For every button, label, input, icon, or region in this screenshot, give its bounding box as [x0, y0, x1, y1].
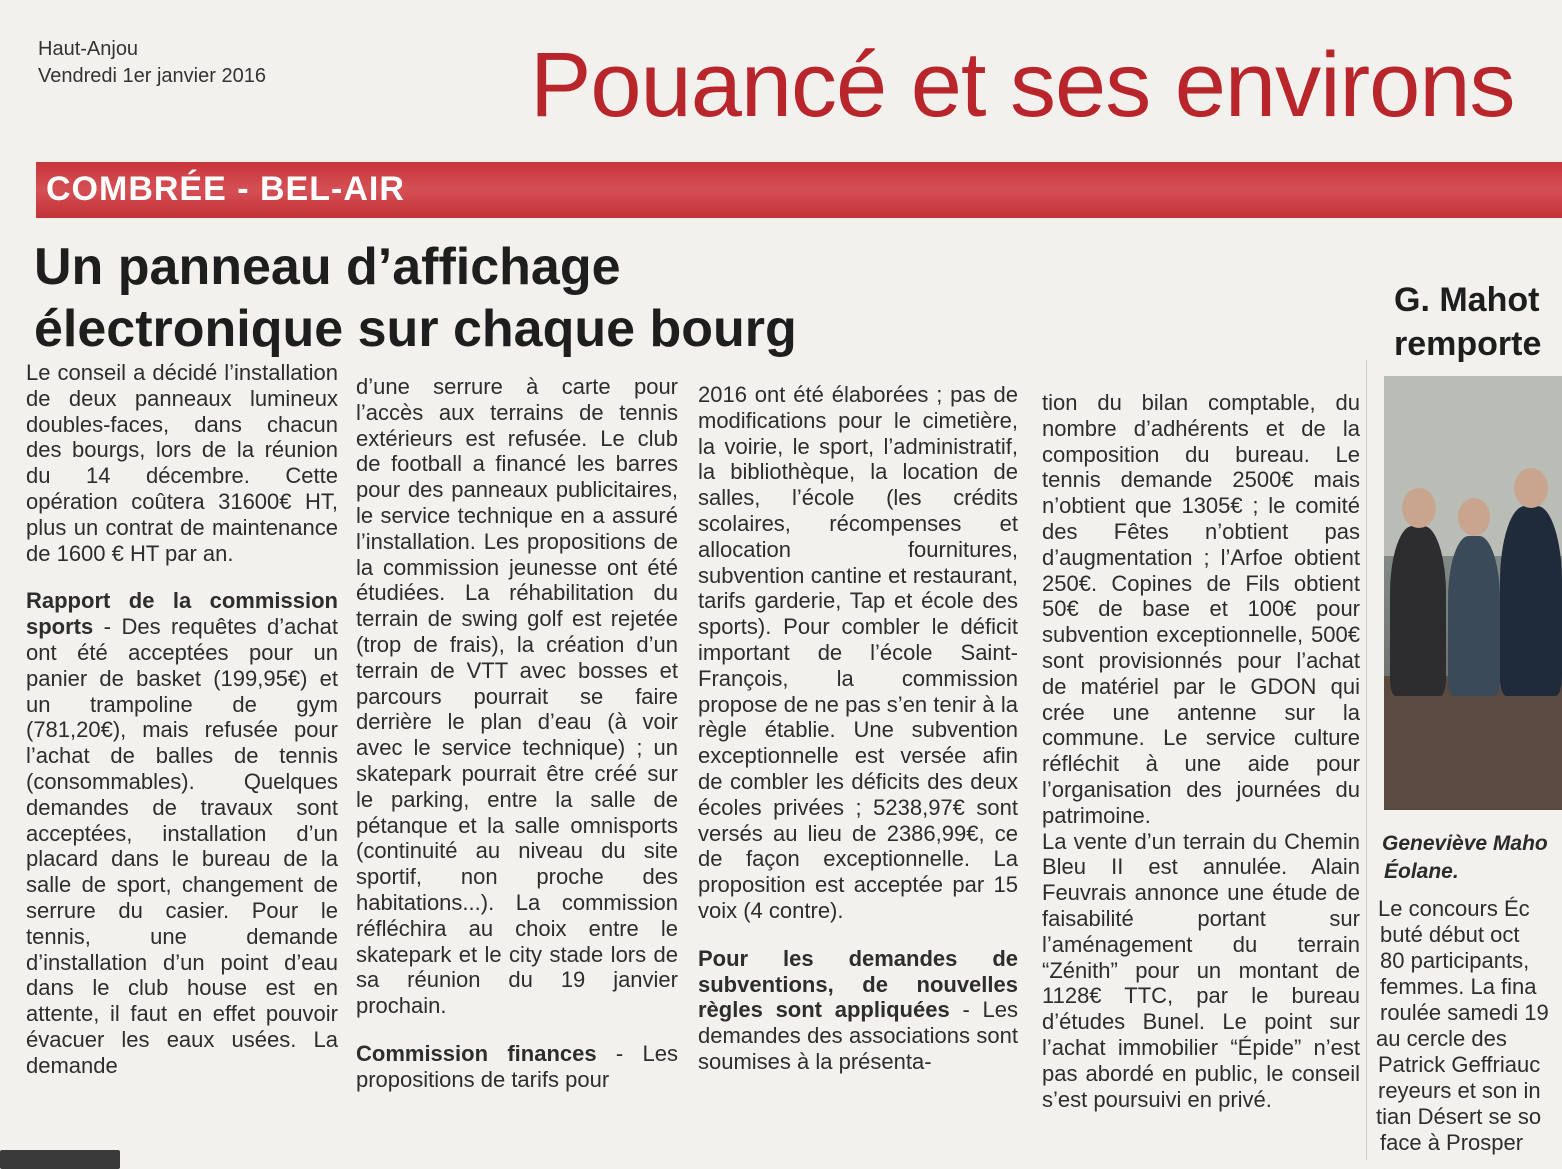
sidebar-headline-line-1: G. Mahot: [1394, 281, 1540, 319]
subventions-text: - Les demandes des associations sont soumises à la présenta-: [698, 997, 1018, 1074]
article-column-4: [1042, 390, 1360, 1112]
column-3-text: 2016 ont été élaborées ; pas de modifications pour le cimetière, la voirie, le sport, l’administratif, la bibliothèque, la location de salles, l’école (les crédits scolaires, récompenses et allocation fournitures, subvention cantine et restaurant, tarifs garderie, Tap et école des sports). Pour combler le déficit important de l’école Saint-François, la commission propose de ne pas s’en tenir à la règle établie. Une subvention exceptionnelle est versée afin de combler les déficits des deux écoles privées ; 5238,97€ sont versés au lieu de 2386,99€, ce de façon exceptionnelle. La proposition est acceptée par 15 voix (4 contre).: [698, 382, 1018, 923]
sidebar-text: [1372, 896, 1549, 1156]
sidebar-line-9: tian Désert se so: [1376, 1104, 1542, 1129]
page-header: [0, 0, 1562, 160]
finances-paragraph: [356, 1041, 678, 1093]
sidebar-line-8: reyeurs et son in: [1378, 1078, 1541, 1103]
subheading-finances: Commission finances: [356, 1040, 597, 1066]
sports-text: - Des requêtes d’achat ont été acceptées pour un panier de basket (199,95€) et un trampoline de gym (781,20€), mais refusée pour l’achat de balles de tennis (consommables). Quelques demandes de travaux sont acceptées, installation d’un placard dans le bureau de la salle de sport, changement de serrure du casier. Pour le tennis, une demande d’installation d’un point d’eau dans le club house est en attente, il faut en effet pouvoir évacuer les eaux usées. La demande: [26, 614, 338, 1078]
headline-line-1: Un panneau d’affichage: [34, 238, 621, 296]
sidebar-headline-line-2: remporte: [1394, 325, 1542, 363]
caption-line-2: Éolane.: [1384, 860, 1459, 883]
sidebar-line-2: buté début oct: [1380, 922, 1520, 947]
sidebar-line-4: femmes. La fina: [1380, 974, 1537, 999]
sidebar-caption: [1382, 830, 1548, 886]
sidebar-headline: [1394, 278, 1541, 366]
next-headline-fragment: [0, 1150, 120, 1169]
headline-line-2: électronique sur chaque bourg: [34, 300, 797, 358]
subheading-sports: Rapport de la commission sports: [26, 588, 338, 640]
sidebar-photo: [1384, 376, 1562, 810]
subheading-subventions: Pour les demandes de subventions, de nouvelles règles sont appliquées: [698, 945, 1018, 1023]
sidebar-line-3: 80 participants,: [1380, 948, 1530, 973]
sports-paragraph: [26, 588, 338, 1078]
article-column-3: [698, 382, 1018, 1075]
column-4-text-2: La vente d’un terrain du Chemin Bleu II est annulée. Alain Feuvrais annonce une étude de faisabilité portant sur l’aménagement du terrain “Zénith” pour un montant de 1128€ TTC, par le bureau d’études Bunel. Le point sur l’achat immobilier “Épide” n’est pas abordé en public, le conseil s’est poursuivi en privé.: [1042, 828, 1360, 1112]
sidebar-line-6: au cercle des: [1376, 1026, 1507, 1051]
article-headline: [34, 236, 914, 360]
column-divider: [1366, 360, 1367, 1160]
finances-text: - Les propositions de tarifs pour: [356, 1040, 679, 1092]
sidebar-line-7: Patrick Geffriauc: [1378, 1052, 1541, 1077]
subventions-paragraph: [698, 946, 1018, 1075]
page-title: Pouancé et ses environs: [530, 34, 1515, 136]
article-column-1: [26, 360, 338, 1079]
region-label: Haut-Anjou: [38, 38, 139, 60]
intro-paragraph: Le conseil a décidé l’installation de deux panneaux lumineux doubles-faces, dans chacun des bourgs, lors de la réunion du 14 décembre. Cette opération coûtera 31600€ HT, plus un contrat de maintenance de 1600 € HT par an.: [26, 360, 338, 566]
page-meta: [38, 36, 266, 90]
sidebar-line-5: roulée samedi 19: [1380, 1000, 1549, 1025]
sidebar-line-10: face à Prosper: [1380, 1130, 1524, 1155]
column-4-text: tion du bilan comptable, du nombre d’adhérents et de la composition du bureau. Le tennis demande 2500€ mais n’obtient que 1305€ ; le comité des Fêtes n’obtient pas d’augmentation ; l’Arfoe obtient 250€. Copines de Fils obtient 50€ de base et 100€ pour subvention exceptionnelle, 500€ sont provisionnés pour l’achat de matériel par le GDON qui crée une antenne sur la commune. Le service culture réfléchit à une aide pour l’organisation des journées du patrimoine.: [1042, 390, 1360, 828]
issue-date: Vendredi 1er janvier 2016: [38, 65, 266, 87]
caption-line-1: Geneviève Maho: [1382, 832, 1548, 855]
sidebar-line-1: Le concours Éc: [1378, 896, 1530, 921]
rubric-label: COMBRÉE - BEL-AIR: [46, 170, 405, 208]
column-2-text: d’une serrure à carte pour l’accès aux terrains de tennis extérieurs est refusée. Le club de football a financé les barres pour des panneaux publicitaires, le service technique en a assuré l’installation. Les propositions de la commission jeunesse ont été étudiées. La réhabilitation du terrain de swing golf est rejetée (trop de frais), la création d’un terrain de VTT avec bosses et parcours pourrait se faire derrière le plan d’eau (à voir avec le service technique) ; un skatepark pourrait être créé sur le parking, entre la salle de pétanque et la salle omnisports (continuité au niveau du site sportif, non proche des habitations...). La commission réfléchira au choix entre le skatepark et le city stade lors de sa réunion du 19 janvier prochain.: [356, 374, 678, 1019]
article-column-2: [356, 374, 678, 1093]
